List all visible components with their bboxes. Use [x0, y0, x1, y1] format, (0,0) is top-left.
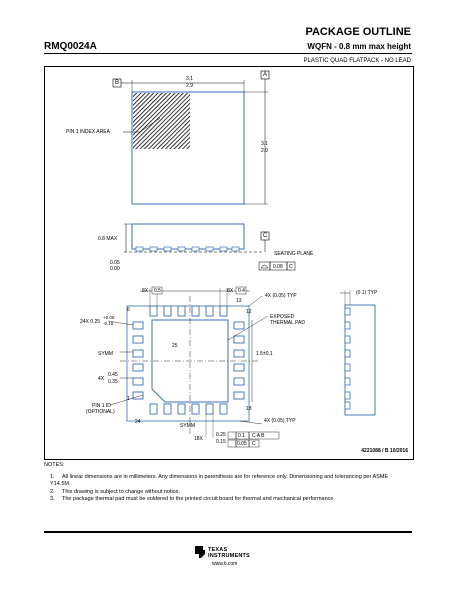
corner-note: 4X (0.05) TYP [265, 293, 297, 299]
typ-note: (0.1) TYP [356, 290, 378, 296]
ti-logo-text: TEXAS INSTRUMENTS [208, 547, 250, 559]
package-description: PLASTIC QUAD FLATPACK - NO LEAD [303, 58, 411, 64]
lead-length: 24X 0.25 [80, 319, 101, 325]
chamfer-min: 0.35 [108, 379, 118, 385]
note-3 [50, 496, 402, 503]
symm-label-bottom: SYMM [180, 423, 195, 429]
notes-heading: NOTES: [44, 462, 65, 468]
corner-note-2: 4X (0.05) TYP [264, 418, 296, 424]
note-1-text: All linear dimensions are in millimeters. Any dimensions in parenthesis are for reference only. Dimensioning and tolerancing per ASME Y14.5M. [50, 474, 389, 487]
thermal-pad-number: 25 [172, 343, 178, 349]
note-3-text: The package thermal pad must be soldered to the printed circuit board for thermal and mechanical performance. [62, 496, 336, 502]
symm-label-left: SYMM [98, 351, 113, 357]
part-number: RMQ0024A [44, 41, 97, 52]
position-tol-2: 0.05 [237, 441, 247, 447]
pitch-value: 0.5 [154, 288, 161, 294]
lead-width-max: 0.25 [216, 432, 226, 438]
height-max: 3.1 [261, 141, 268, 147]
flatness-value: 0.08 [273, 264, 283, 270]
page-title: PACKAGE OUTLINE [305, 26, 411, 38]
exposed-pad-label2: THERMAL PAD [270, 320, 306, 326]
bottom-view-leads [133, 306, 244, 414]
bottom-view-outline [127, 306, 249, 421]
position-tol-1: 0.1 [238, 433, 245, 439]
span-value: 0.4 [238, 288, 245, 294]
exposed-pad-label: EXPOSED [270, 314, 295, 320]
drawing-id: 4221088 / B 10/2016 [361, 448, 408, 454]
pin-13: 13 [236, 298, 242, 304]
max-height-label: 0.8 MAX [98, 236, 118, 242]
note-2 [50, 489, 402, 496]
pin-24: 24 [135, 419, 141, 425]
pitch-count: 8X [142, 288, 149, 294]
chamfer-max: 0.45 [108, 372, 118, 378]
pin1-id-label: PIN 1 ID [92, 403, 111, 409]
note-1 [50, 474, 402, 488]
note-2-number: 2. [50, 489, 55, 495]
side-view-body [132, 224, 244, 249]
standoff-min: 0.00 [110, 266, 120, 272]
ti-logo [193, 545, 259, 559]
lead-tol-minus: -0.10 [103, 321, 114, 326]
lead-tol-plus: +0.05 [103, 315, 115, 320]
datum-c-label: C [263, 233, 268, 239]
seating-plane-label: SEATING PLANE [274, 251, 314, 257]
note-3-number: 3. [50, 496, 55, 502]
pin1-index-label: PIN 1 INDEX AREA [66, 129, 110, 135]
standoff-max: 0.05 [110, 260, 120, 266]
lead-width-count: 18X [194, 436, 203, 442]
width-max: 3.1 [186, 76, 193, 82]
datum-b-label: B [115, 80, 120, 86]
width-min: 2.9 [186, 83, 193, 89]
pin-12: 12 [246, 309, 252, 315]
ti-url: www.ti.com [212, 561, 238, 567]
height-min: 2.9 [261, 148, 268, 154]
pin-1: 1 [127, 396, 130, 402]
position-ref-2: C [252, 441, 256, 447]
thermal-pad-size: 1.5±0.1 [256, 351, 273, 357]
pin-18: 18 [246, 406, 252, 412]
lead-width-min: 0.15 [216, 439, 226, 445]
note-1-number: 1. [50, 474, 55, 480]
chamfer-count: 4X [98, 376, 105, 382]
datum-a-label: A [263, 72, 268, 78]
position-ref-1: C A B [252, 433, 265, 439]
span-count: 8X [227, 288, 234, 294]
note-2-text: This drawing is subject to change without notice. [62, 489, 181, 495]
pin1-id-optional: (OPTIONAL) [86, 409, 115, 415]
pin-6: 6 [127, 307, 130, 313]
pin1-index-area [133, 93, 190, 149]
flatness-ref: C [289, 264, 293, 270]
package-name: WQFN - 0.8 mm max height [307, 42, 411, 51]
